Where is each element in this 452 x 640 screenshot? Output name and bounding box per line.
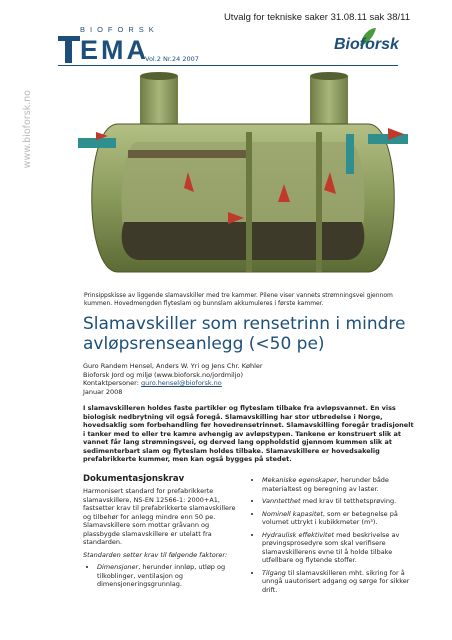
bullet-item	[97, 563, 243, 589]
right-bullet-list	[248, 476, 418, 594]
section-heading: Dokumentasjonskrav	[83, 474, 185, 484]
septic-tank-illustration	[78, 72, 418, 290]
bullet-text: , herunder innløp, utløp og tilkoblinger, ventilasjon og dimensjoneringsgrunnlag.	[97, 563, 226, 588]
standard-paragraph: Harmonisert standard for prefabrikkerte slamavskillere, NS-EN 12566-1: 2000+A1, fastsetter krav til prefabrikkerte slamavskillere og tilbehør for anlegg mindre enn 50 pe. Slamavskillere som mottar gråvann og plassbygde slamavskillere er utelatt fra standarden.	[83, 487, 236, 546]
bullet-item	[262, 569, 418, 595]
contact-line	[83, 379, 423, 388]
contact-email-link[interactable]: guro.hensel@bioforsk.no	[140, 379, 222, 387]
tema-t-stem	[65, 36, 72, 63]
authors-block	[83, 362, 423, 396]
authors-affiliation: Bioforsk Jord og miljø (www.bioforsk.no/jordmiljo)	[83, 370, 244, 379]
left-column	[83, 487, 243, 593]
bullet-term: Hydraulisk effektivitet	[262, 530, 335, 539]
bullet-term: Nominell kapasitet	[262, 509, 323, 518]
bullet-term: Dimensjoner	[97, 563, 139, 571]
bullet-text: med krav til tetthetsprøving.	[300, 497, 397, 505]
header-note: Utvalg for tekniske saker 31.08.11 sak 38/11	[223, 12, 410, 23]
bullet-text: med beskrivelse av prøvingsprosedyre som skal verifisere slamavskillerens evne til å holde tilbake utfellbare og flytende stoffer.	[262, 530, 400, 564]
left-bullet-list	[83, 563, 243, 589]
side-url	[22, 90, 36, 240]
side-url-text: www.bioforsk.no	[22, 90, 33, 169]
bullet-term: Tilgang	[262, 568, 286, 577]
baffle-wall-1	[246, 132, 252, 272]
bullet-item	[262, 476, 418, 493]
riser-pipe-right-top	[310, 72, 348, 80]
header-divider	[58, 65, 398, 66]
riser-pipe-left-top	[140, 72, 178, 80]
scum-layer	[128, 150, 248, 158]
bullet-item	[262, 531, 418, 565]
authors-names: Guro Randem Hensel, Anders W. Yri og Jens Chr. Køhler	[83, 362, 263, 370]
outlet-pipe-down	[346, 134, 354, 174]
volume-label: Vol.2 Nr.24 2007	[145, 55, 199, 63]
bullet-term: Mekaniske egenskaper	[262, 476, 337, 484]
baffle-wall-2	[316, 132, 322, 272]
page-title: Slamavskiller som rensetrinn i mindre avløpsrenseanlegg (<50 pe)	[83, 314, 406, 354]
standard-lead: Standarden setter krav til følgende faktorer:	[83, 550, 228, 559]
bullet-text: , herunder både materialtest og beregning av laster.	[262, 476, 389, 493]
publication-date: Januar 2008	[83, 387, 123, 396]
right-column	[248, 476, 418, 598]
bullet-term: Vanntetthet	[262, 497, 301, 505]
figure-caption: Prinsippskisse av liggende slamavskiller med tre kammer. Pilene viser vannets strømningsvei gjennom kummen. Hovedmengden flyteslam og bunnslam akkumuleres i første kammer.	[84, 292, 393, 307]
sludge-layer	[122, 222, 365, 260]
bullet-item	[262, 510, 418, 527]
bioforsk-logo	[320, 32, 410, 62]
bullet-text: , som er betegnelse på volumet uttrykt i kubikkmeter (m³).	[262, 509, 398, 526]
bioforsk-logo-text: Bioforsk	[334, 36, 399, 53]
bullet-text: til slamavskilleren mht. sikring for å unngå uautorisert adgang og sørge for sikker drift.	[262, 568, 410, 594]
summary-paragraph: I slamavskilleren holdes faste partikler og flyteslam tilbake fra avløpsvannet. En viss biologisk nedbrytning vil også foregå. Slamavskilling har stor utbredelse i Norge, hovedsaklig som forbehandling før hovedrensetrinnet. Slamavskilling foregår tradisjonelt i tanker med to eller tre kamre avhengig av avløpstypen. Tankene er konstruert slik at vannet får lang strømningsvei, og derved lang oppholdstid gjennom kummen slik at sedimenterbart slam og flyteslam holdes tilbake. Slamavskillere er hovedsakelig prefabrikkerte kummer, men kan også bygges på stedet.	[83, 404, 414, 463]
bullet-item	[262, 497, 418, 506]
logo-brand-main: EMA	[80, 35, 149, 65]
contact-label: Kontaktpersoner:	[83, 379, 141, 387]
logo-brand-top: BIOFORSK	[80, 25, 159, 34]
